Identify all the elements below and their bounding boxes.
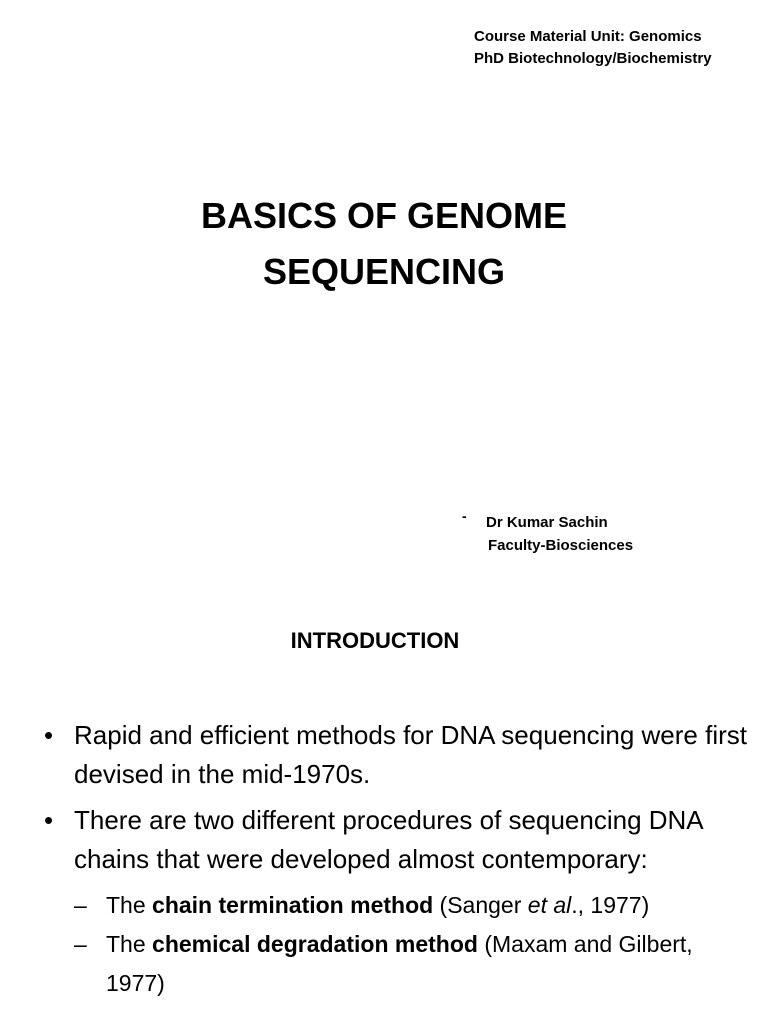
list-item xyxy=(44,801,754,879)
bullet-text: Rapid and efficient methods for DNA sequencing were first devised in the mid-1970s. xyxy=(74,720,747,789)
sub-bullet-marker: – xyxy=(74,892,87,918)
title-line-1: BASICS OF GENOME xyxy=(200,195,568,236)
course-unit-line: Course Material Unit: Genomics xyxy=(474,28,702,45)
citation-italic: et al xyxy=(527,892,572,918)
sub-bullet-marker: – xyxy=(74,931,87,957)
bullet-marker: • xyxy=(44,805,54,835)
citation: (Maxam and Gilbert, 1977) xyxy=(106,931,693,996)
section-heading: INTRODUCTION xyxy=(290,628,460,653)
sub-bullet-text xyxy=(106,886,754,925)
course-header xyxy=(474,26,712,70)
citation-close: ., 1977) xyxy=(571,892,650,918)
method-name: chain termination method xyxy=(152,892,434,918)
author-dash: - xyxy=(462,508,467,524)
author-affiliation: Faculty-Biosciences xyxy=(488,537,634,554)
sub-prefix: The xyxy=(106,931,153,957)
method-name: chemical degradation method xyxy=(152,931,478,957)
bullet-list xyxy=(44,716,754,1003)
author-block xyxy=(486,511,633,557)
citation-open: (Sanger xyxy=(433,892,528,918)
course-program-line: PhD Biotechnology/Biochemistry xyxy=(474,50,712,67)
sub-bullet-text xyxy=(106,925,754,1003)
list-item xyxy=(44,716,754,794)
sub-list-item xyxy=(74,925,754,1003)
sub-prefix: The xyxy=(106,892,153,918)
sub-list-item xyxy=(74,886,754,925)
author-name: Dr Kumar Sachin xyxy=(486,514,608,531)
bullet-text: There are two different procedures of sequencing DNA chains that were developed almost contemporary: xyxy=(74,805,703,874)
bullet-marker: • xyxy=(44,720,54,750)
page-title xyxy=(0,188,768,300)
title-line-2: SEQUENCING xyxy=(262,251,506,292)
